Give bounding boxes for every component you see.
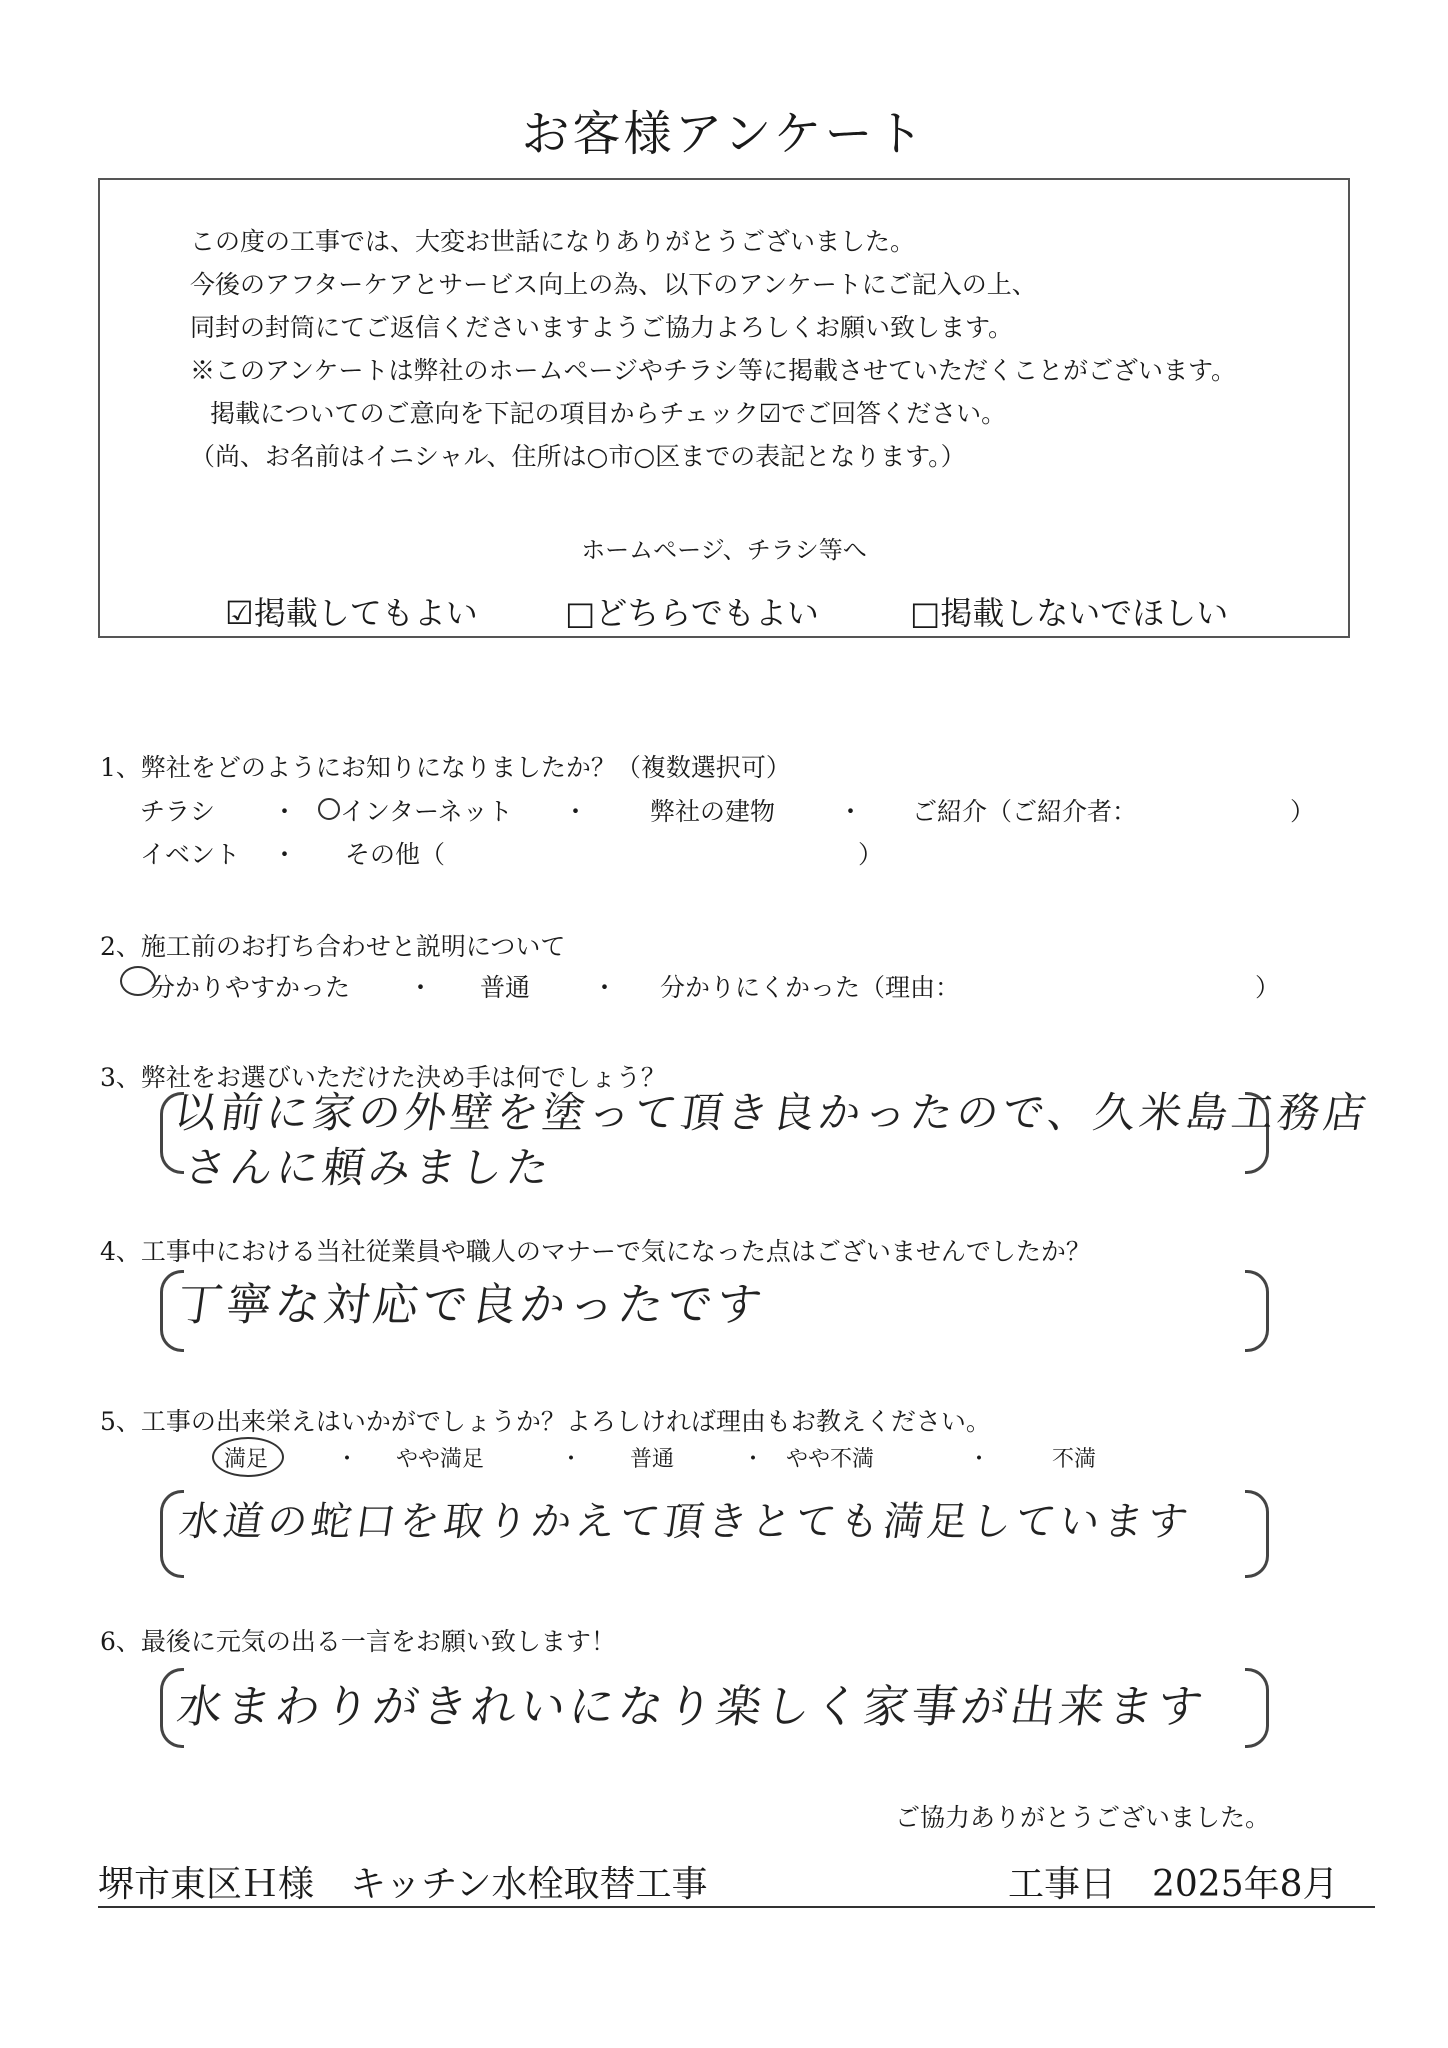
question-5: 5、工事の出来栄えはいかがでしょうか？よろしければ理由もお教えください。 bbox=[100, 1407, 991, 1436]
q5-option-satisfied[interactable]: 満足 bbox=[224, 1447, 269, 1472]
page-title: お客様アンケート bbox=[521, 106, 927, 162]
q4-answer[interactable]: 丁寧な対応で良かったです bbox=[173, 1278, 770, 1331]
q5-option-dissatisfied[interactable]: 不満 bbox=[1052, 1447, 1097, 1472]
q5-option-somewhat-dissatisfied[interactable]: やや不満 bbox=[786, 1447, 875, 1472]
notice-line: ※このアンケートは弊社のホームページやチラシ等に掲載させていただくことがございます。 bbox=[190, 356, 1237, 385]
publish-ok-checkbox[interactable]: ☑掲載してもよい bbox=[225, 594, 478, 632]
q1-other-close: ） bbox=[858, 840, 884, 869]
q6-answer[interactable]: 水まわりがきれいになり楽しく家事が出来ます bbox=[173, 1680, 1211, 1733]
notice-line: 今後のアフターケアとサービス向上の為、以下のアンケートにご記入の上、 bbox=[190, 270, 1037, 299]
question-3: 3、弊社をお選びいただけた決め手は何でしょう？ bbox=[100, 1063, 666, 1092]
question-2: 2、施工前のお打ち合わせと説明について bbox=[100, 932, 566, 961]
footer-project: 堺市東区Ｈ様 キッチン水栓取替工事 bbox=[98, 1864, 708, 1905]
notice-line: （尚、お名前はイニシャル、住所は○市○区までの表記となります。） bbox=[190, 442, 966, 471]
separator: ・ bbox=[742, 1447, 765, 1472]
q2-option-clear[interactable]: 分かりやすかった bbox=[150, 973, 351, 1002]
q1-option-referral[interactable]: ご紹介（ご紹介者： bbox=[912, 797, 1138, 826]
q5-option-somewhat-satisfied[interactable]: やや満足 bbox=[396, 1447, 485, 1472]
answer-bracket-right bbox=[1245, 1490, 1269, 1578]
separator: ・ bbox=[838, 797, 864, 826]
q3-answer-line2[interactable]: さんに頼みました bbox=[181, 1143, 557, 1192]
q1-option-other[interactable]: その他（ bbox=[345, 840, 446, 869]
publish-prompt: ホームページ、チラシ等へ bbox=[581, 536, 867, 564]
separator: ・ bbox=[563, 797, 589, 826]
q2-option-unclear[interactable]: 分かりにくかった（理由： bbox=[660, 973, 961, 1002]
answer-bracket-right bbox=[1245, 1270, 1269, 1352]
selected-circle bbox=[318, 798, 340, 820]
q5-option-normal[interactable]: 普通 bbox=[630, 1447, 675, 1472]
question-6: 6、最後に元気の出る一言をお願い致します！ bbox=[100, 1627, 616, 1656]
separator: ・ bbox=[560, 1447, 583, 1472]
q1-option-flyer[interactable]: チラシ bbox=[140, 797, 216, 826]
notice-line: 掲載についてのご意向を下記の項目からチェック☑でご回答ください。 bbox=[210, 399, 1007, 428]
q5-answer[interactable]: 水道の蛇口を取りかえて頂きとても満足しています bbox=[176, 1499, 1195, 1545]
separator: ・ bbox=[336, 1447, 359, 1472]
q2-reason-close: ） bbox=[1255, 973, 1281, 1002]
notice-line: 同封の封筒にてご返信くださいますようご協力よろしくお願い致します。 bbox=[190, 313, 1014, 342]
q3-answer-line1[interactable]: 以前に家の外壁を塗って頂き良かったので、久米島工務店 bbox=[171, 1088, 1374, 1137]
q1-option-event[interactable]: イベント bbox=[140, 840, 241, 869]
footer-date: 工事日 2025年8月 bbox=[1008, 1864, 1339, 1905]
separator: ・ bbox=[592, 973, 618, 1002]
answer-bracket-right bbox=[1245, 1668, 1269, 1748]
question-1: 1、弊社をどのようにお知りになりましたか？（複数選択可） bbox=[100, 753, 791, 782]
q1-referral-close: ） bbox=[1290, 797, 1316, 826]
thanks-message: ご協力ありがとうございました。 bbox=[895, 1803, 1271, 1832]
q2-option-normal[interactable]: 普通 bbox=[480, 973, 531, 1002]
publish-either-checkbox[interactable]: □どちらでもよい bbox=[565, 594, 819, 632]
separator: ・ bbox=[408, 973, 434, 1002]
q1-option-building[interactable]: 弊社の建物 bbox=[650, 797, 776, 826]
separator: ・ bbox=[968, 1447, 991, 1472]
question-4: 4、工事中における当社従業員や職人のマナーで気になった点はございませんでしたか？ bbox=[100, 1237, 1091, 1266]
footer-divider bbox=[98, 1906, 1375, 1908]
publish-no-checkbox[interactable]: □掲載しないでほしい bbox=[910, 594, 1229, 632]
separator: ・ bbox=[272, 840, 298, 869]
notice-line: この度の工事では、大変お世話になりありがとうございました。 bbox=[190, 227, 916, 256]
q1-option-internet[interactable]: インターネット bbox=[340, 797, 513, 826]
separator: ・ bbox=[272, 797, 298, 826]
